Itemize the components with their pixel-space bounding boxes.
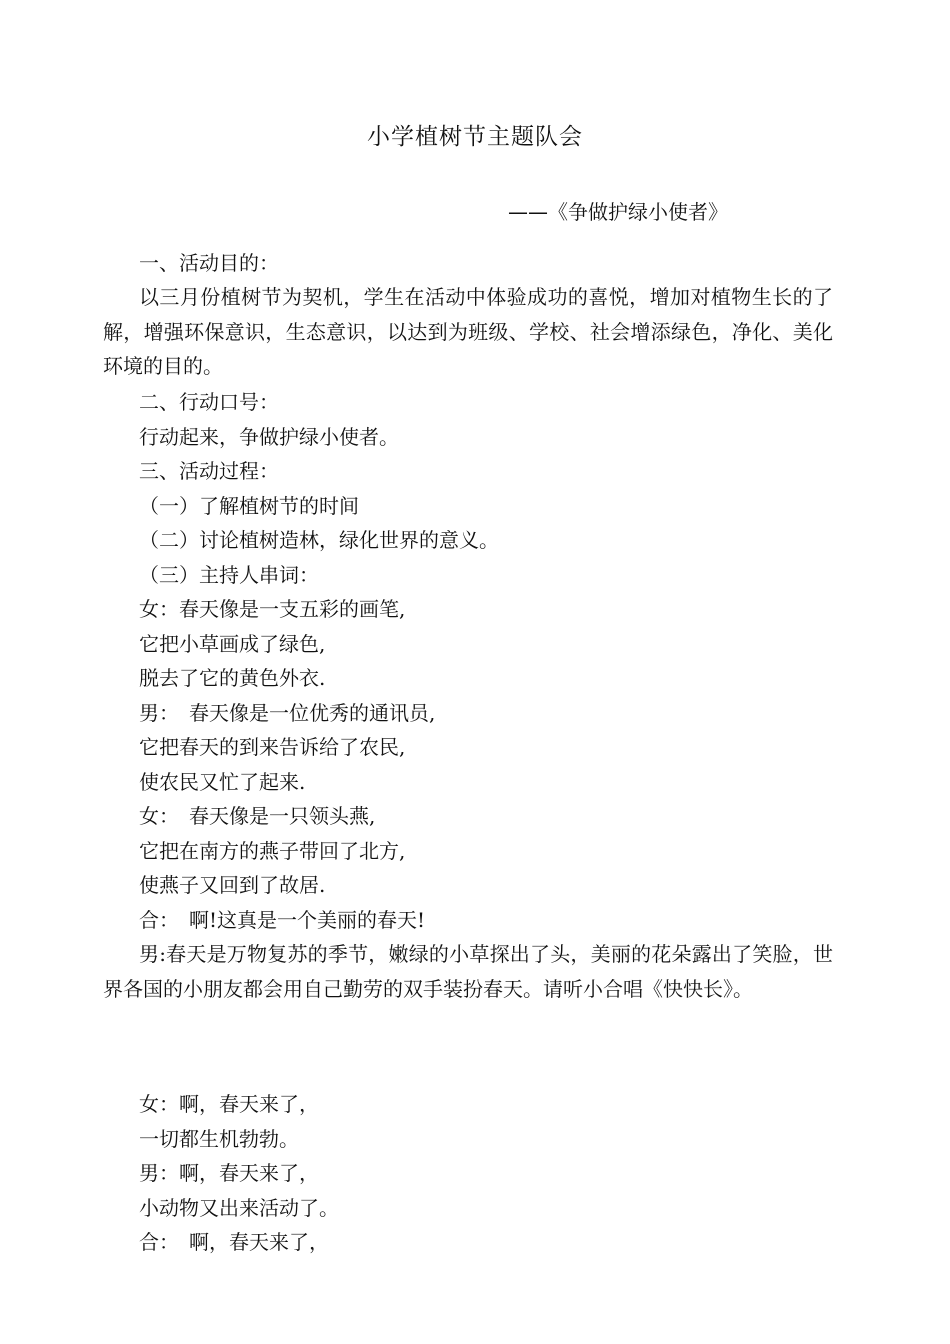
document-title: 小学植树节主题队会 <box>367 124 583 150</box>
process-step-3: （三）主持人串词： <box>139 563 319 587</box>
script-line: 使燕子又回到了故居. <box>139 873 326 897</box>
script-line: 它把春天的到来告诉给了农民, <box>139 735 406 759</box>
poem-line: 一切都生机勃勃。 <box>139 1127 299 1151</box>
goal-paragraph: 以三月份植树节为契机，学生在活动中体验成功的喜悦，增加对植物生长的了解，增强环保意识，生态意识，以达到为班级、学校、社会增添绿色，净化、美化环境的目的。 <box>103 285 833 378</box>
script-line: 合： 啊!这真是一个美丽的春天! <box>139 908 426 932</box>
goal-heading: 一、活动目的： <box>139 251 279 275</box>
poem-line: 合： 啊，春天来了， <box>139 1230 329 1254</box>
poem-line: 小动物又出来活动了。 <box>139 1196 339 1220</box>
script-line: 脱去了它的黄色外衣. <box>139 666 326 690</box>
document-subtitle: ——《争做护绿小使者》 <box>508 200 728 224</box>
process-step-1: （一）了解植树节的时间 <box>139 494 359 518</box>
script-line: 男： 春天像是一位优秀的通讯员, <box>139 701 436 725</box>
script-line: 女： 春天像是一只领头燕, <box>139 804 376 828</box>
poem-line: 女：啊，春天来了， <box>139 1092 319 1116</box>
poem-line: 男：啊，春天来了， <box>139 1161 319 1185</box>
process-heading: 三、活动过程： <box>139 459 279 483</box>
slogan-text: 行动起来，争做护绿小使者。 <box>139 425 399 449</box>
script-line: 它把在南方的燕子带回了北方, <box>139 839 406 863</box>
script-line: 它把小草画成了绿色, <box>139 632 326 656</box>
slogan-heading: 二、行动口号： <box>139 390 279 414</box>
narration-paragraph: 男:春天是万物复苏的季节，嫩绿的小草探出了头，美丽的花朵露出了笑脸，世界各国的小朋友都会用自己勤劳的双手装扮春天。请听小合唱《快快长》。 <box>103 942 833 1001</box>
script-line: 使农民又忙了起来. <box>139 770 306 794</box>
process-step-2: （二）讨论植树造林，绿化世界的意义。 <box>139 528 499 552</box>
script-line: 女：春天像是一支五彩的画笔, <box>139 597 406 621</box>
